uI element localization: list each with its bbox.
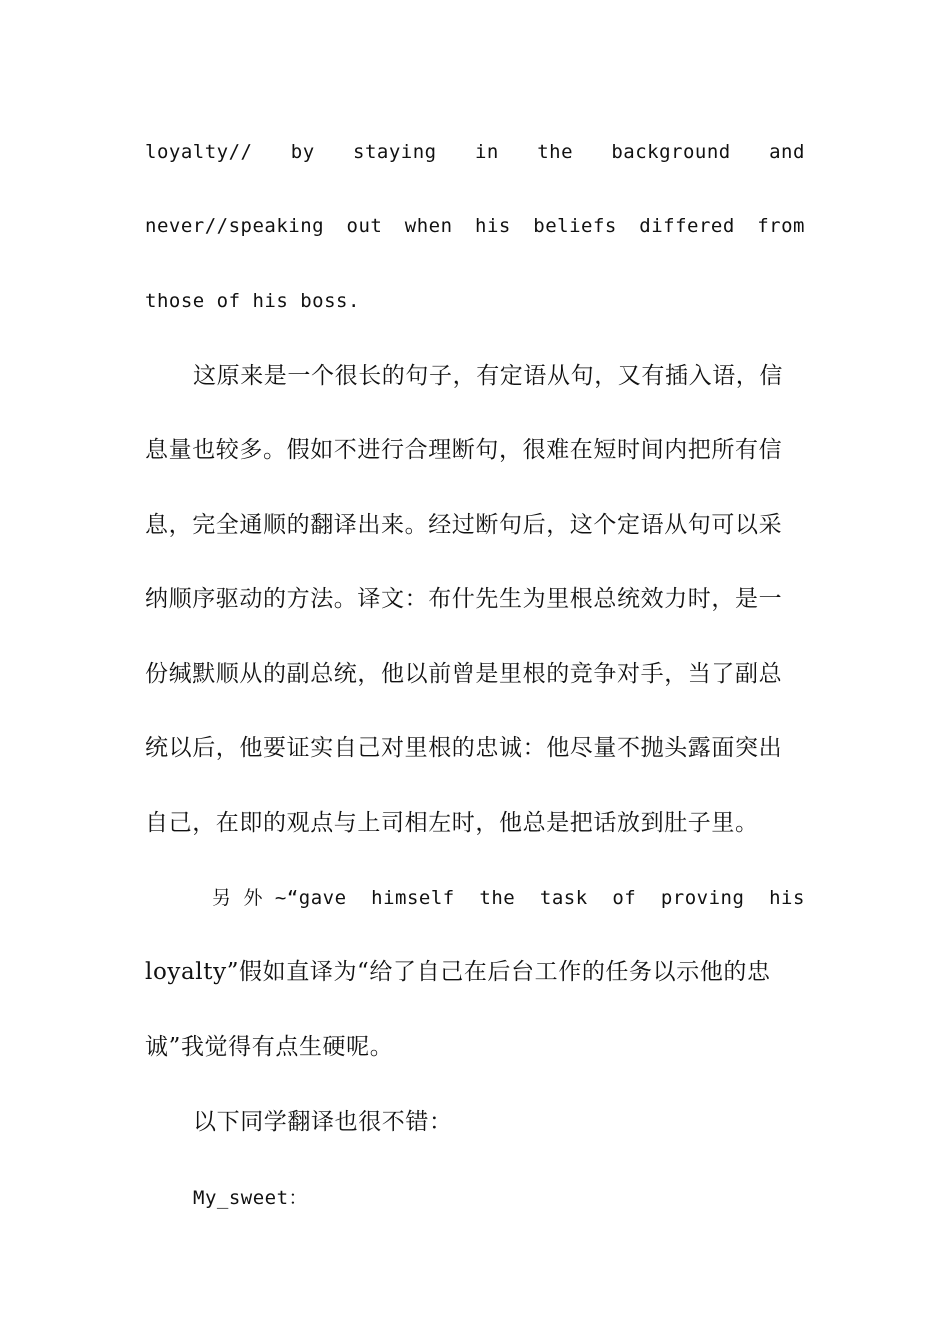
word: and bbox=[769, 141, 805, 163]
word: his bbox=[475, 215, 511, 237]
paragraph2-line2: 息量也较多。假如不进行合理断句，很难在短时间内把所有信 bbox=[145, 437, 783, 463]
paragraph2-line1: 这原来是一个很长的句子，有定语从句，又有插入语，信 bbox=[193, 363, 783, 389]
word: the bbox=[537, 141, 574, 163]
paragraph2-line5: 份缄默顺从的副总统，他以前曾是里根的竞争对手，当了副总 bbox=[145, 661, 783, 687]
word: in bbox=[474, 141, 499, 163]
word: differed bbox=[639, 215, 735, 237]
word: never∕∕speaking bbox=[145, 215, 325, 237]
word: staying bbox=[353, 141, 437, 163]
paragraph1-line3: those of his boss. bbox=[145, 290, 360, 312]
paragraph5-line1: My_sweet： bbox=[193, 1187, 309, 1209]
paragraph1-line1 bbox=[145, 137, 805, 167]
word: by bbox=[290, 141, 315, 163]
word: proving bbox=[660, 887, 745, 909]
word: task bbox=[539, 887, 588, 909]
word: beliefs bbox=[533, 215, 617, 237]
word: out bbox=[346, 215, 383, 237]
paragraph2-line7: 自己，在即的观点与上司相左时，他总是把话放到肚子里。 bbox=[145, 810, 759, 836]
word: 另 外 ~“gave bbox=[212, 887, 347, 909]
word: the bbox=[479, 887, 516, 909]
paragraph2-line3: 息，完全通顺的翻译出来。经过断句后，这个定语从句可以采 bbox=[145, 512, 783, 538]
paragraph1-line2 bbox=[145, 211, 805, 241]
word: his bbox=[769, 887, 805, 909]
paragraph3-line2: loyalty”假如直译为“给了自己在后台工作的任务以示他的忠 bbox=[145, 959, 771, 985]
paragraph2-line4: 纳顺序驱动的方法。译文：布什先生为里根总统效力时，是一 bbox=[145, 586, 783, 612]
word: himself bbox=[371, 887, 455, 909]
word: background bbox=[611, 141, 731, 163]
word: from bbox=[757, 215, 805, 237]
paragraph2-line6: 统以后，他要证实自己对里根的忠诚：他尽量不抛头露面突出 bbox=[145, 735, 783, 761]
paragraph4-line1: 以下同学翻译也很不错： bbox=[193, 1109, 453, 1135]
word: of bbox=[612, 887, 637, 909]
paragraph3-line1 bbox=[212, 883, 805, 913]
word: when bbox=[404, 215, 453, 237]
paragraph3-line3: 诚”我觉得有点生硬呢。 bbox=[145, 1034, 394, 1060]
word: loyalty∕∕ bbox=[145, 141, 253, 163]
